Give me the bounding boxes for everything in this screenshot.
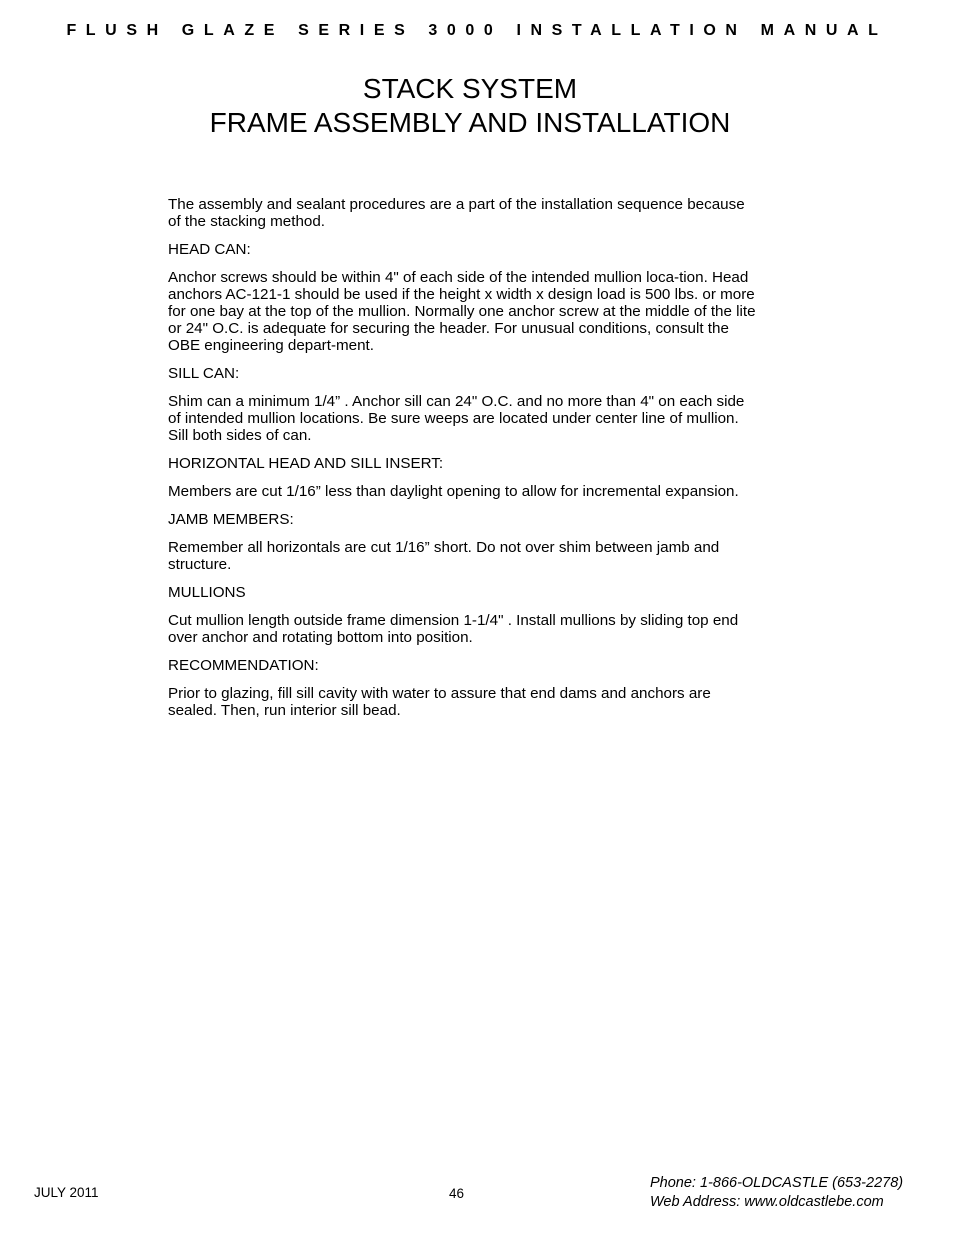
page-title [0,72,940,140]
footer-date: JULY 2011 [34,1185,99,1200]
section-text-horizontal-insert: Members are cut 1/16” less than daylight opening to allow for incremental expansion. [168,483,739,500]
section-text-jamb-members: Remember all horizontals are cut 1/16” short. Do not over shim between jamb and structure. [168,539,720,573]
section-text-mullions: Cut mullion length outside frame dimension 1-1/4" . Install mullions by sliding top end over anchor and rotating bottom into position. [168,612,739,646]
section-heading-horizontal-insert: HORIZONTAL HEAD AND SILL INSERT: [168,455,444,472]
footer-phone: Phone: 1-866-OLDCASTLE (653-2278) [650,1175,904,1191]
section-heading-recommendation: RECOMMENDATION: [168,657,319,674]
page-number: 46 [449,1186,465,1201]
section-heading-jamb-members: JAMB MEMBERS: [168,511,294,528]
section-heading-mullions: MULLIONS [168,584,246,601]
section-text-head-can: Anchor screws should be within 4" of each side of the intended mullion loca-tion. Head anchors AC-121-1 should be used if the height x width x design load is 500 lbs. or more for one bay at the top of the mullion. Normally one anchor screw at the middle of the lite or 24" O.C. is adequate for securing the header. For unusual conditions, consult the OBE engineering depart-ment. [168,269,756,354]
intro-paragraph: The assembly and sealant procedures are a part of the installation sequence because of the stacking method. [168,196,745,230]
section-heading-sill-can: SILL CAN: [168,365,240,382]
page-title-line-1: STACK SYSTEM [362,73,578,104]
section-heading-head-can: HEAD CAN: [168,241,251,258]
running-header: FLUSH GLAZE SERIES 3000 INSTALLATION MANUAL [66,22,888,39]
footer-contact [650,1174,903,1212]
section-text-sill-can: Shim can a minimum 1/4” . Anchor sill can 24" O.C. and no more than 4" on each side of intended mullion locations. Be sure weeps are located under center line of mullion. Sill both sides of can. [168,393,745,444]
footer-web-address: Web Address: www.oldcastlebe.com [650,1194,884,1210]
body-content [168,196,760,730]
page-title-line-2: FRAME ASSEMBLY AND INSTALLATION [209,107,731,138]
section-text-recommendation: Prior to glazing, fill sill cavity with water to assure that end dams and anchors are sealed. Then, run interior sill bead. [168,685,711,719]
